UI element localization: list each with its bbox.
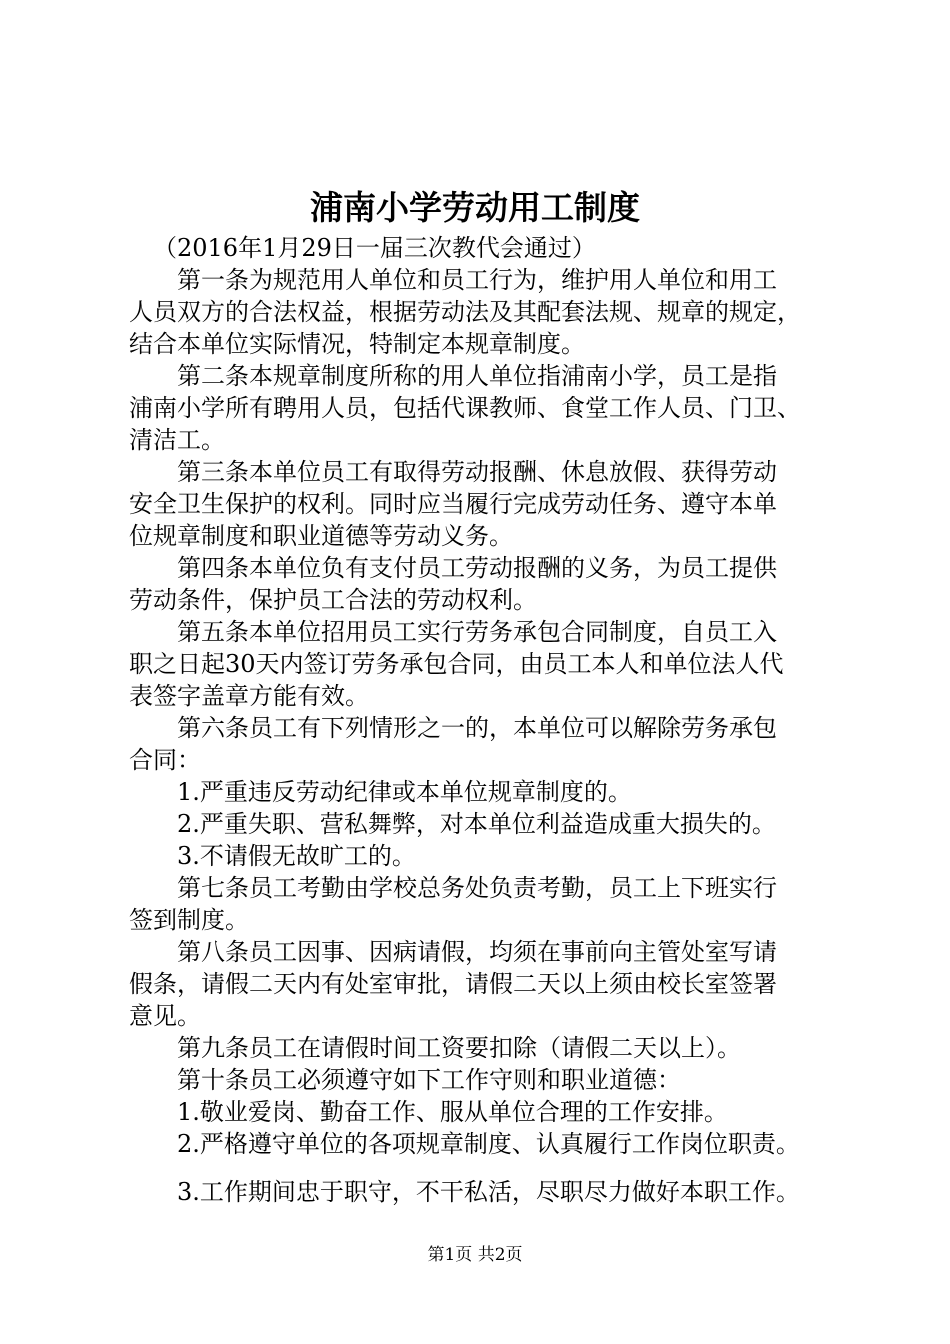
document-line: 2.严格遵守单位的各项规章制度、认真履行工作岗位职责。 (177, 1130, 800, 1158)
document-line: 2.严重失职、营私舞弊，对本单位利益造成重大损失的。 (177, 810, 776, 838)
document-line: 1.敬业爱岗、勤奋工作、服从单位合理的工作安排。 (177, 1098, 728, 1126)
document-line: 职之日起30天内签订劳务承包合同，由员工本人和单位法人代 (129, 650, 784, 678)
document-line: （2016年1月29日一届三次教代会通过） (153, 234, 596, 262)
document-line: 签到制度。 (129, 906, 249, 934)
document-line: 假条，请假二天内有处室审批，请假二天以上须由校长室签署 (129, 970, 777, 998)
document-line: 第六条员工有下列情形之一的，本单位可以解除劳务承包 (177, 714, 777, 742)
document-line: 清洁工。 (129, 426, 225, 454)
document-line: 第九条员工在请假时间工资要扣除（请假二天以上）。 (177, 1034, 741, 1062)
document-line: 合同： (129, 746, 201, 774)
document-line: 3.不请假无故旷工的。 (177, 842, 416, 870)
document-line: 位规章制度和职业道德等劳动义务。 (129, 522, 513, 550)
document-line: 劳动条件，保护员工合法的劳动权利。 (129, 586, 537, 614)
document-line: 3.工作期间忠于职守，不干私活，尽职尽力做好本职工作。 (177, 1178, 800, 1206)
document-line: 安全卫生保护的权利。同时应当履行完成劳动任务、遵守本单 (129, 490, 777, 518)
document-title: 浦南小学劳动用工制度 (310, 188, 640, 227)
document-line: 第二条本规章制度所称的用人单位指浦南小学，员工是指 (177, 362, 777, 390)
document-line: 浦南小学所有聘用人员，包括代课教师、食堂工作人员、门卫、 (129, 394, 801, 422)
document-line: 1.严重违反劳动纪律或本单位规章制度的。 (177, 778, 632, 806)
document-line: 第七条员工考勤由学校总务处负责考勤，员工上下班实行 (177, 874, 777, 902)
document-line: 第四条本单位负有支付员工劳动报酬的义务，为员工提供 (177, 554, 777, 582)
document-line: 第三条本单位员工有取得劳动报酬、休息放假、获得劳动 (177, 458, 777, 486)
page-number-footer: 第1页 共2页 (427, 1245, 523, 1265)
document-line: 第八条员工因事、因病请假，均须在事前向主管处室写请 (177, 938, 777, 966)
document-line: 人员双方的合法权益，根据劳动法及其配套法规、规章的规定， (129, 298, 801, 326)
document-line: 第一条为规范用人单位和员工行为，维护用人单位和用工 (177, 266, 777, 294)
document-line: 表签字盖章方能有效。 (129, 682, 369, 710)
document-line: 第五条本单位招用员工实行劳务承包合同制度，自员工入 (177, 618, 777, 646)
document-line: 意见。 (129, 1002, 201, 1030)
document-line: 第十条员工必须遵守如下工作守则和职业道德： (177, 1066, 681, 1094)
document-line: 结合本单位实际情况，特制定本规章制度。 (129, 330, 585, 358)
